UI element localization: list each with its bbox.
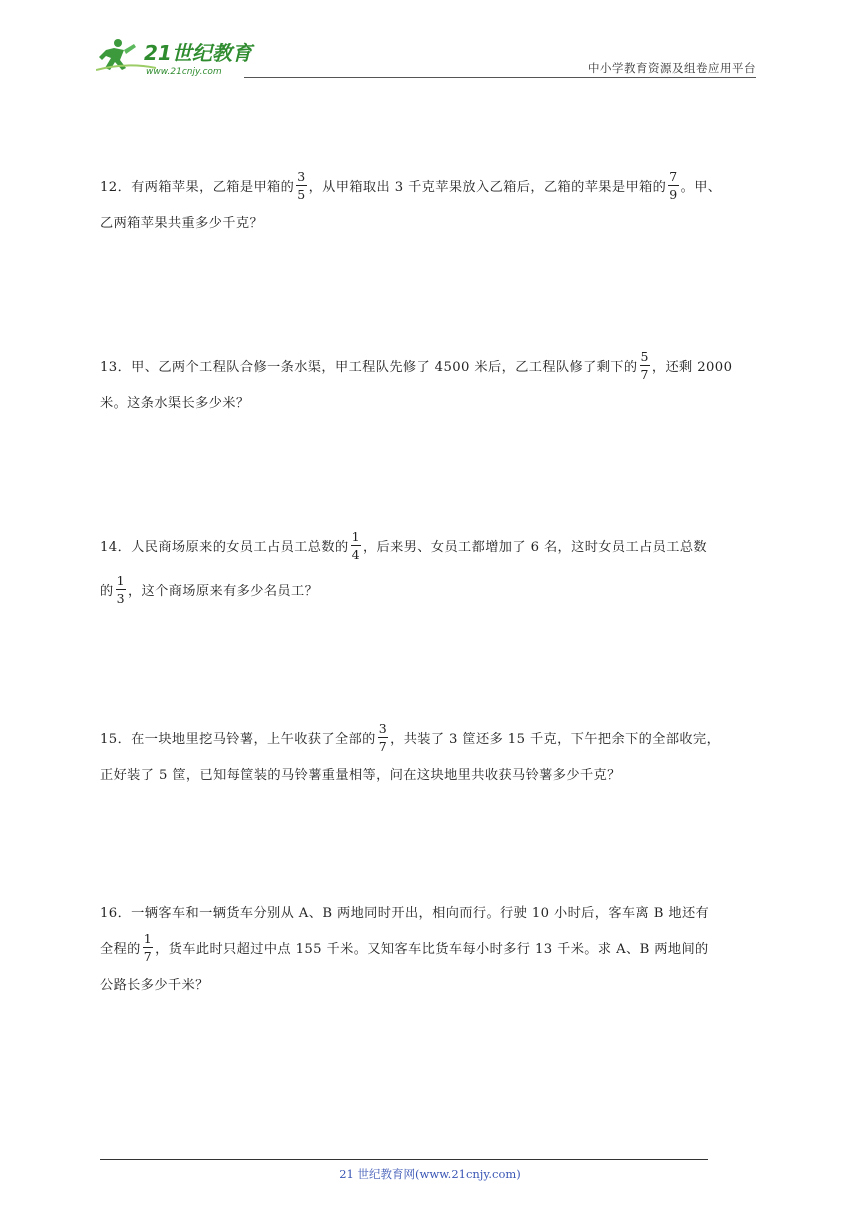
footer-link[interactable]: 21 世纪教育网(www.21cnjy.com) (339, 1167, 521, 1181)
fraction: $\frac{3}{5}$ (297, 168, 306, 202)
question-15: 15．在一块地里挖马铃薯，上午收获了全部的 $\frac{3}{7}$ ，共装了 3 筐还多 15 千克，下午把余下的全部收完， 正好装了 5 筐，已知每筐装的马铃薯重量相等，问在这块地里共收获马铃薯多少千克？ (100, 720, 721, 783)
footer-divider (100, 1159, 708, 1160)
fraction: $\frac{5}{7}$ (640, 348, 649, 382)
fraction: $\frac{7}{9}$ (669, 168, 678, 202)
platform-title: 中小学教育资源及组卷应用平台 (588, 61, 756, 75)
logo-url: www.21cnjy.com (146, 67, 222, 77)
question-12: 12．有两箱苹果，乙箱是甲箱的 $\frac{3}{5}$ ，从甲箱取出 3 千克苹果放入乙箱后，乙箱的苹果是甲箱的 $\frac{7}{9}$ 。甲、 乙两箱苹果共重多少千克？ (100, 168, 722, 231)
question-14: 14．人民商场原来的女员工占员工总数的 $\frac{1}{4}$ ，后来男、女员工都增加了 6 名，这时女员工占员工总数 的 $\frac{1}{3}$ ，这个商场原来有多少名员工？ (100, 528, 708, 606)
fraction: $\frac{1}{3}$ (116, 572, 125, 606)
question-16: 16．一辆客车和一辆货车分别从 A、B 两地同时开出，相向而行。行驶 10 小时后，客车离 B 地还有 全程的 $\frac{1}{7}$ ，货车此时只超过中点 155 千米。又知客车比货车每小时多行 13 千米。求 A、B 两地间的 公路长多少千米？ (100, 906, 710, 993)
question-13: 13．甲、乙两个工程队合修一条水渠，甲工程队先修了 4500 米后，乙工程队修了剩下的 $\frac{5}{7}$ ，还剩 2000 米。这条水渠长多少米？ (100, 348, 733, 411)
fraction: $\frac{3}{7}$ (378, 720, 388, 754)
page-header (96, 30, 756, 80)
site-logo (96, 36, 266, 80)
header-divider (244, 77, 756, 78)
logo-text: 21世纪教育 (144, 41, 252, 65)
fraction: $\frac{1}{4}$ (351, 528, 360, 562)
fraction: $\frac{1}{7}$ (143, 930, 153, 964)
